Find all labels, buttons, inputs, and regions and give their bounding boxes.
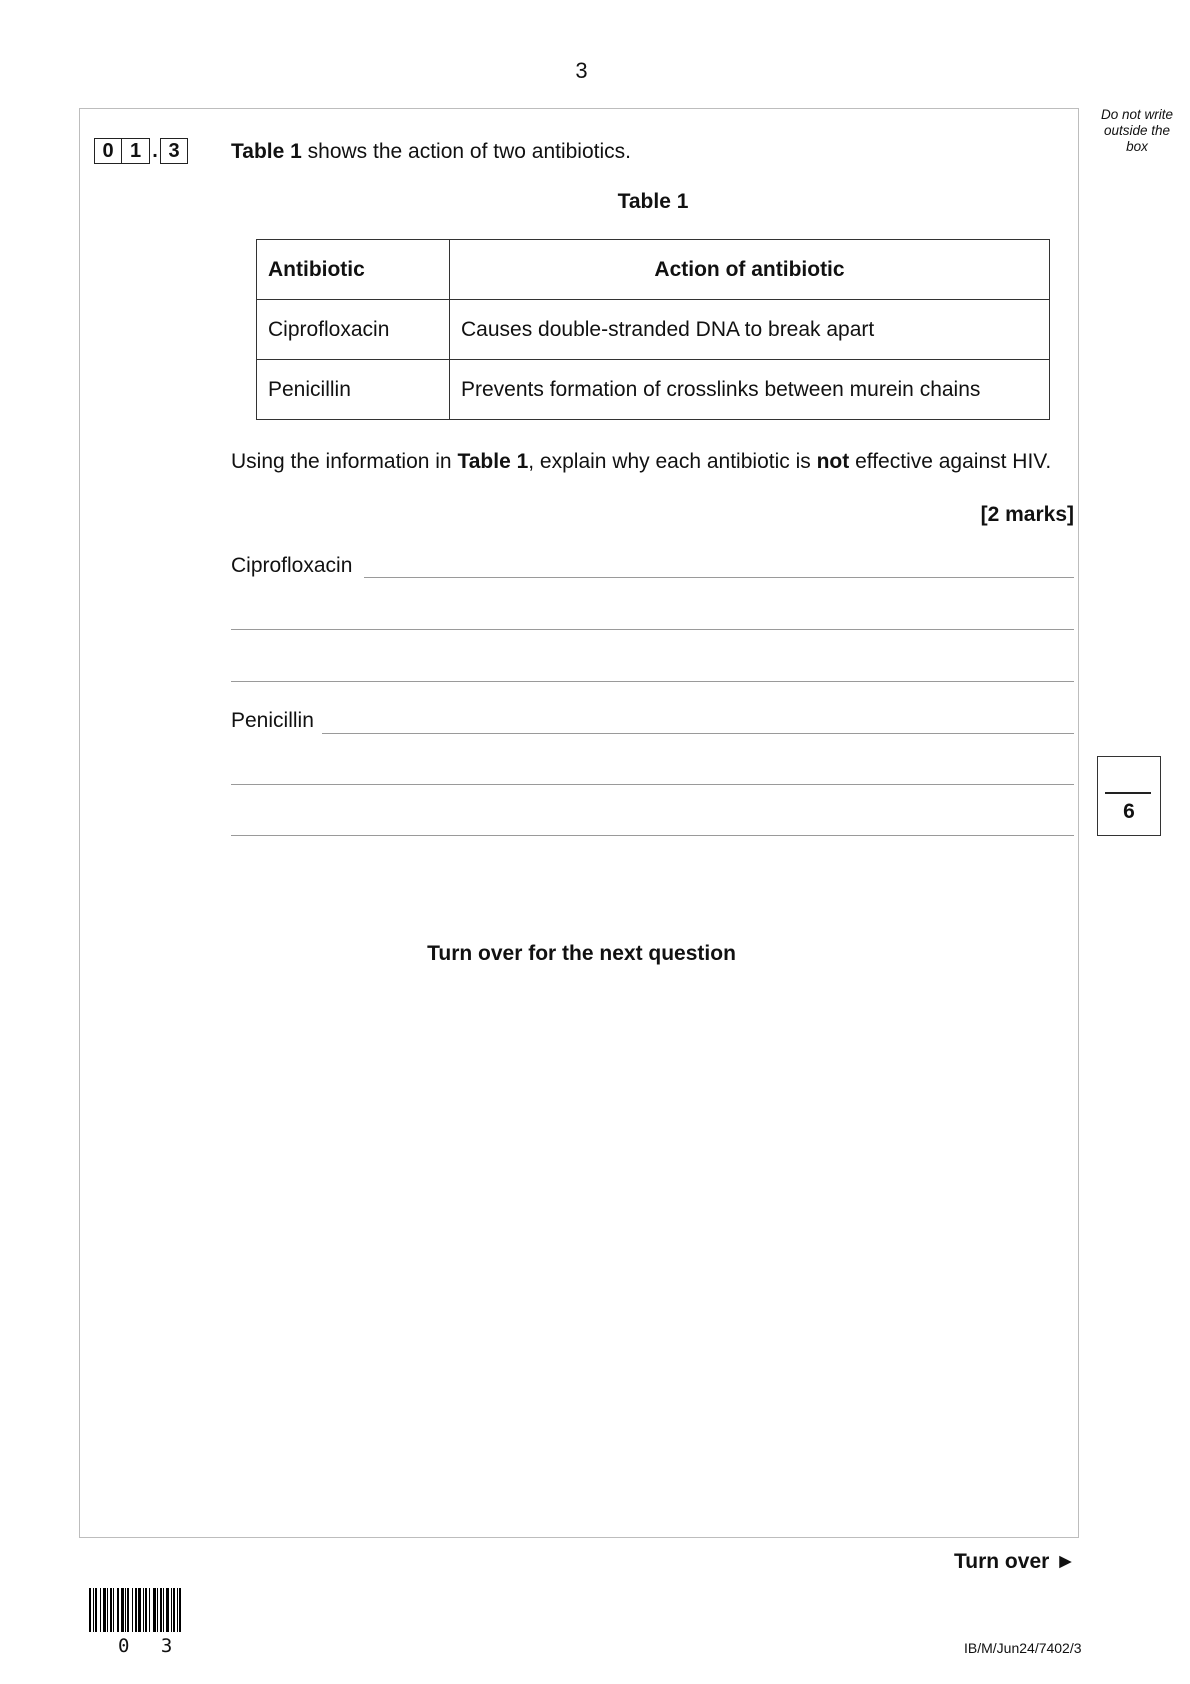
question-number-digit: 0	[94, 138, 122, 164]
table-header-row	[257, 240, 1050, 300]
answer-line[interactable]	[231, 629, 1074, 630]
question-number	[94, 138, 188, 164]
table-row	[257, 360, 1050, 420]
margin-note-line: outside the	[1103, 123, 1171, 138]
question-number-digit: 1	[122, 138, 150, 164]
table-header: Antibiotic	[257, 240, 450, 300]
answer-label-penicillin: Penicillin	[231, 709, 314, 732]
answer-line[interactable]	[231, 681, 1074, 682]
antibiotics-table	[256, 239, 1050, 420]
margin-note-line: Do not write	[1100, 107, 1174, 122]
intro-text: shows the action of two antibiotics.	[301, 140, 631, 163]
question-number-digit: 3	[160, 138, 188, 164]
table-row	[257, 300, 1050, 360]
barcode	[89, 1588, 181, 1632]
table-reference: Table 1	[231, 140, 302, 163]
prompt-text: Using the information in	[231, 450, 458, 473]
question-prompt	[231, 449, 1061, 474]
answer-line[interactable]	[364, 577, 1074, 578]
margin-note-line: box	[1126, 139, 1148, 154]
prompt-bold: not	[816, 450, 850, 473]
table-title: Table 1	[617, 190, 689, 213]
page-number: 3	[575, 58, 588, 83]
answer-line[interactable]	[231, 835, 1074, 836]
prompt-text: effective against HIV.	[849, 450, 1052, 473]
table-cell: Prevents formation of crosslinks between murein chains	[450, 360, 1050, 420]
next-question-prompt: Turn over for the next question	[427, 942, 736, 965]
answer-label-ciprofloxacin: Ciprofloxacin	[231, 554, 353, 577]
question-intro	[231, 139, 631, 164]
mark-total-bar	[1105, 792, 1151, 794]
prompt-text: , explain why each antibiotic is	[528, 450, 817, 473]
mark-total-box	[1097, 756, 1161, 836]
table-cell: Causes double-stranded DNA to break apart	[450, 300, 1050, 360]
mark-total: 6	[1123, 800, 1135, 823]
prompt-bold: Table 1	[457, 450, 529, 473]
answer-line[interactable]	[322, 733, 1074, 734]
marks-label: [2 marks]	[980, 503, 1074, 526]
question-number-separator: .	[152, 139, 158, 162]
margin-note	[1088, 107, 1186, 155]
table-cell: Penicillin	[257, 360, 450, 420]
table-header: Action of antibiotic	[450, 240, 1050, 300]
answer-line[interactable]	[231, 784, 1074, 785]
turn-over-label: Turn over ►	[954, 1550, 1076, 1573]
footer-code: IB/M/Jun24/7402/3	[964, 1640, 1082, 1656]
barcode-label: 0 3	[118, 1635, 183, 1657]
table-cell: Ciprofloxacin	[257, 300, 450, 360]
